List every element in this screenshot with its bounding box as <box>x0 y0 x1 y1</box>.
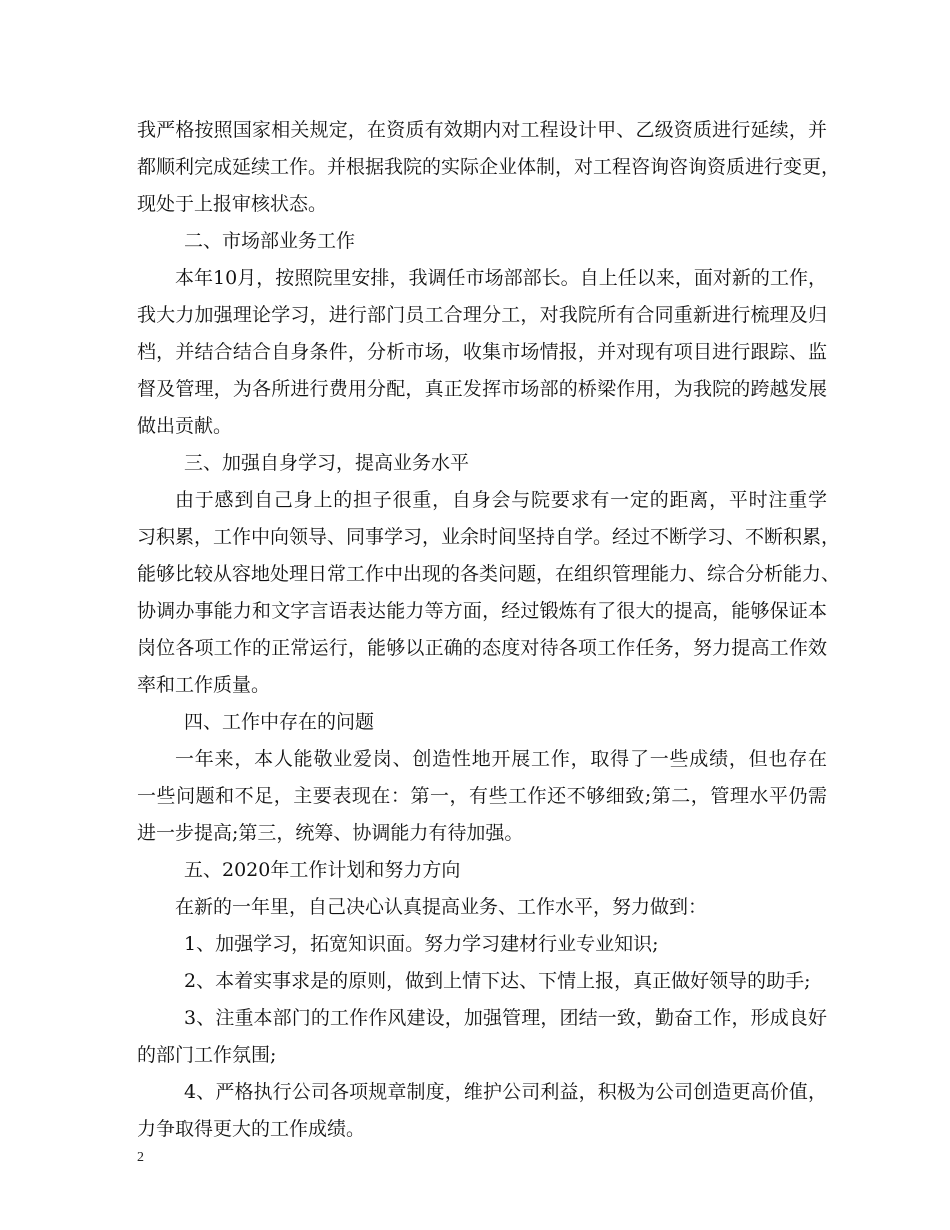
section-heading: 五、2020年工作计划和努力方向 <box>184 859 461 881</box>
paragraph-line: 率和工作质量。 <box>137 674 271 696</box>
list-item: 3、注重本部门的工作作风建设，加强管理，团结一致，勤奋工作，形成良好 <box>184 1007 827 1029</box>
paragraph-line: 我严格按照国家相关规定，在资质有效期内对工程设计甲、乙级资质进行延续，并 <box>137 119 827 141</box>
paragraph-line: 档，并结合结合自身条件，分析市场，收集市场情报，并对现有项目进行跟踪、监 <box>137 341 827 363</box>
paragraph-line: 我大力加强理论学习，进行部门员工合理分工，对我院所有合同重新进行梳理及归 <box>137 304 827 326</box>
section-heading: 三、加强自身学习，提高业务水平 <box>184 452 470 474</box>
paragraph-line: 能够比较从容地处理日常工作中出现的各类问题，在组织管理能力、综合分析能力、 <box>137 563 841 585</box>
page-number: 2 <box>137 1150 144 1165</box>
paragraph-line: 协调办事能力和文字言语表达能力等方面，经过锻炼有了很大的提高，能够保证本 <box>137 600 827 622</box>
paragraph-line: 在新的一年里，自己决心认真提高业务、工作水平，努力做到： <box>175 896 708 918</box>
paragraph-line: 进一步提高;第三，统筹、协调能力有待加强。 <box>137 822 524 844</box>
paragraph-line: 力争取得更大的工作成绩。 <box>137 1118 366 1140</box>
paragraph-line: 一年来，本人能敬业爱岗、创造性地开展工作，取得了一些成绩，但也存在 <box>175 748 827 770</box>
section-heading: 二、市场部业务工作 <box>184 230 356 252</box>
paragraph-line: 本年10月，按照院里安排，我调任市场部部长。自上任以来，面对新的工作， <box>175 267 827 289</box>
paragraph-line: 由于感到自己身上的担子很重，自身会与院要求有一定的距离，平时注重学 <box>175 489 827 511</box>
paragraph-line: 一些问题和不足，主要表现在：第一，有些工作还不够细致;第二，管理水平仍需 <box>137 785 827 807</box>
paragraph-line: 现处于上报审核状态。 <box>137 193 328 215</box>
paragraph-line: 的部门工作氛围; <box>137 1044 277 1066</box>
paragraph-line: 都顺利完成延续工作。并根据我院的实际企业体制，对工程咨询咨询资质进行变更， <box>137 156 841 178</box>
list-item: 1、加强学习，拓宽知识面。努力学习建材行业专业知识; <box>184 933 659 955</box>
paragraph-line: 习积累，工作中向领导、同事学习，业余时间坚持自学。经过不断学习、不断积累， <box>137 526 841 548</box>
paragraph-line: 督及管理，为各所进行费用分配，真正发挥市场部的桥梁作用，为我院的跨越发展 <box>137 378 827 400</box>
paragraph-line: 做出贡献。 <box>137 415 233 437</box>
section-heading: 四、工作中存在的问题 <box>184 711 375 733</box>
list-item: 2、本着实事求是的原则，做到上情下达、下情上报，真正做好领导的助手; <box>184 970 811 992</box>
list-item: 4、严格执行公司各项规章制度，维护公司利益，积极为公司创造更高价值， <box>184 1081 827 1103</box>
paragraph-line: 岗位各项工作的正常运行，能够以正确的态度对待各项工作任务，努力提高工作效 <box>137 637 827 659</box>
document-body <box>137 112 841 1148</box>
